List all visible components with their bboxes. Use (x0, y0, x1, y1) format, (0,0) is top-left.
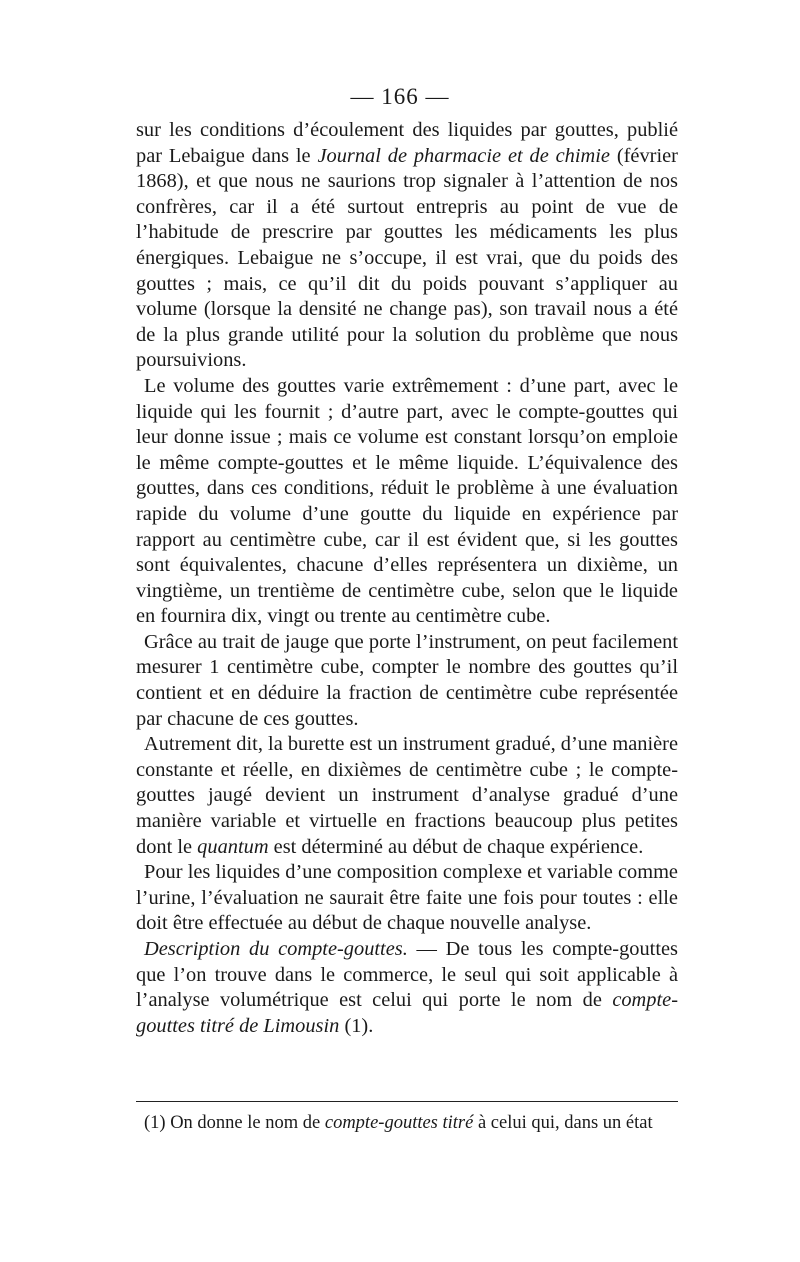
paragraph-4-text-c: est déterminé au début de chaque expérience. (268, 835, 644, 858)
paragraph-4-text-a: Autrement dit, la burette est un instrument gradué, d’une manière constante et réelle, en dixièmes de centimètre cube ; le compte-gouttes jaugé devient un instrument d’analyse gradué d’une manière variable et virtuelle en fractions beaucoup plus petites dont le (136, 733, 678, 858)
footnote-text-c: à celui qui, dans un état (473, 1113, 653, 1133)
paragraph-3: Grâce au trait de jauge que porte l’instrument, on peut facilement mesurer 1 centimètre cube, compter le nombre des gouttes qu’il contient et en déduire la fraction de centimètre cube représentée par chacune de ces gouttes. (136, 630, 678, 730)
paragraph-1-text-a: sur les conditions d’écoulement des liquides par gouttes, publié par Lebaigue dans le (136, 119, 678, 167)
footnote-text-a: (1) On donne le nom de (144, 1113, 325, 1133)
paragraph-1 (136, 118, 678, 374)
footnote-divider (136, 1101, 678, 1102)
quantum-term: quantum (197, 835, 269, 858)
paragraph-4 (136, 732, 678, 860)
section-heading: Description du compte-gouttes. (144, 938, 408, 960)
instrument-name: compte-gouttes titré de Limousin (136, 989, 678, 1037)
paragraph-6-text-b: — De tous les compte-gouttes que l’on trouve dans le commerce, le seul qui soit applicable à l’analyse volumétrique est celui qui porte le nom de (136, 938, 678, 1012)
journal-title: Journal de pharmacie et de chimie (317, 144, 610, 167)
paragraph-6 (136, 937, 678, 1039)
body-text (136, 118, 678, 1039)
footnote-term: compte-gouttes titré (324, 1113, 474, 1133)
footnote (136, 1112, 678, 1134)
paragraph-5: Pour les liquides d’une composition complexe et variable comme l’urine, l’évaluation ne saurait être faite une fois pour toutes : elle doit être effectuée au début de chaque nouvelle analyse. (136, 861, 678, 935)
page-number: — 166 — (350, 84, 450, 109)
paragraph-2: Le volume des gouttes varie extrêmement : d’une part, avec le liquide qui les fournit ; d’autre part, avec le compte-gouttes qui leur donne issue ; mais ce volume est constant lorsqu’on emploie le même compte-gouttes et le même liquide. L’équivalence des gouttes, dans ces conditions, réduit le problème à une évaluation rapide du volume d’une goutte du liquide en expérience par rapport au centimètre cube, car il est évident que, si les gouttes sont équivalentes, chacune d’elles représentera un dixième, un vingtième, un trentième de centimètre cube, selon que le liquide en fournira dix, vingt ou trente au centimètre cube. (136, 374, 678, 628)
footnote-reference: (1). (339, 1014, 374, 1037)
paragraph-1-text-c: (février 1868), et que nous ne saurions trop signaler à l’attention de nos confrères, car il a été surtout entrepris au point de vue de l’habitude de prescrire par gouttes les médicaments les plus énergiques. Lebaigue ne s’occupe, il est vrai, que du poids des gouttes ; mais, ce qu’il dit du poids pouvant s’appliquer au volume (lorsque la densité ne change pas), son travail nous a été de la plus grande utilité pour la solution du problème que nous poursuivions. (136, 144, 678, 372)
